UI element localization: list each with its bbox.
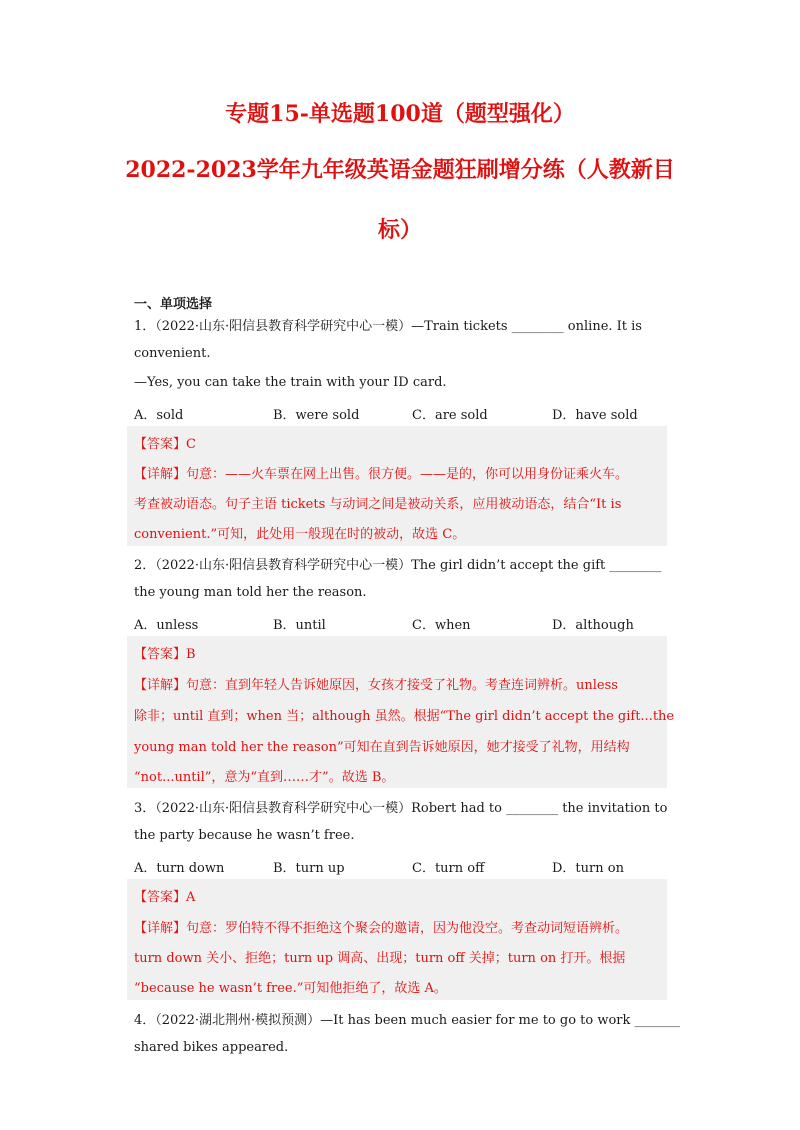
q2-explain-line-1: 【详解】句意：直到年轻人告诉她原因，女孩才接受了礼物。考查连词辨析。unless: [134, 678, 618, 693]
q2-option-b: B．until: [273, 618, 326, 633]
q2-stem-line-1: 2．（2022·山东·阳信县教育科学研究中心一模）The girl didn’t accept the gift ________: [134, 558, 662, 573]
q3-option-c: C．turn off: [412, 861, 485, 876]
q1-option-a: A．sold: [134, 408, 184, 423]
q2-explain-line-3: young man told her the reason”可知在直到告诉她原因，她才接受了礼物，用结构: [134, 740, 630, 755]
q4-stem-line-2: shared bikes appeared.: [134, 1040, 289, 1055]
q3-stem-line-1: 3．（2022·山东·阳信县教育科学研究中心一模）Robert had to ________ the invitation to: [134, 801, 668, 816]
q1-option-c: C．are sold: [412, 408, 488, 423]
q1-option-d: D．have sold: [552, 408, 638, 423]
q3-answer: 【答案】A: [134, 890, 196, 905]
q1-answer: 【答案】C: [134, 437, 196, 452]
title-line-3: 标）: [377, 217, 422, 243]
q1-stem-line-3: —Yes, you can take the train with your ID card.: [134, 375, 447, 390]
q2-stem-line-2: the young man told her the reason.: [134, 585, 367, 600]
q4-stem-line-1: 4．（2022·湖北荆州·模拟预测）—It has been much easier for me to go to work _______: [134, 1013, 681, 1028]
q2-answer: 【答案】B: [134, 647, 196, 662]
q3-stem-line-2: the party because he wasn’t free.: [134, 828, 355, 843]
section-heading: 一、单项选择: [134, 297, 213, 312]
title-line-2: 2022-2023学年九年级英语金题狂刷增分练（人教新目: [125, 157, 675, 183]
q1-option-b: B．were sold: [273, 408, 360, 423]
title-line-1: 专题15-单选题100道（题型强化）: [225, 101, 575, 127]
q3-option-b: B．turn up: [273, 861, 345, 876]
q3-explain-line-3: “because he wasn’t free.”可知他拒绝了，故选 A。: [134, 981, 447, 996]
q3-explain-line-1: 【详解】句意：罗伯特不得不拒绝这个聚会的邀请，因为他没空。考查动词短语辨析。: [134, 921, 629, 936]
q3-option-a: A．turn down: [134, 861, 225, 876]
q3-explain-line-2: turn down 关小、拒绝；turn up 调高、出现；turn off 关掉；turn on 打开。根据: [134, 951, 626, 966]
q1-explain-line-3: convenient.”可知，此处用一般现在时的被动，故选 C。: [134, 527, 466, 542]
q1-explain-line-2: 考查被动语态。句子主语 tickets 与动词之间是被动关系，应用被动语态，结合“It is: [134, 497, 622, 512]
q3-option-d: D．turn on: [552, 861, 624, 876]
q2-explain-line-2: 除非；until 直到；when 当；although 虽然。根据“The girl didn’t accept the gift...the: [134, 709, 675, 724]
q1-explain-line-1: 【详解】句意：——火车票在网上出售。很方便。——是的，你可以用身份证乘火车。: [134, 467, 629, 482]
q2-option-c: C．when: [412, 618, 471, 633]
q1-stem-line-2: convenient.: [134, 346, 211, 361]
q2-option-a: A．unless: [134, 618, 199, 633]
q2-explain-line-4: “not...until”，意为“直到……才”。故选 B。: [134, 770, 395, 785]
q1-stem-line-1: 1．（2022·山东·阳信县教育科学研究中心一模）—Train tickets ________ online. It is: [134, 319, 642, 334]
q2-option-d: D．although: [552, 618, 634, 633]
